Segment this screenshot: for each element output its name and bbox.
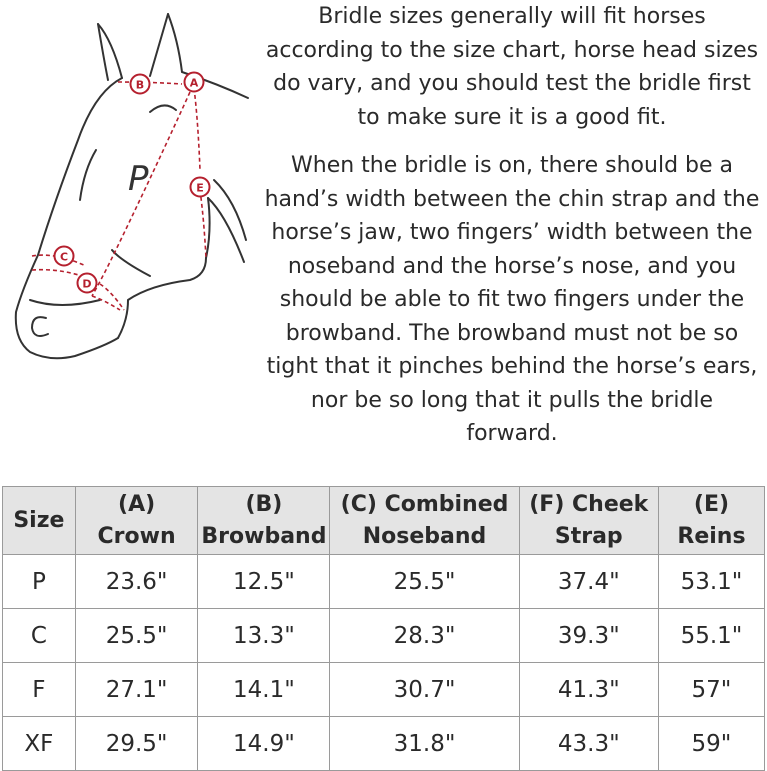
size-cell: P — [3, 555, 76, 609]
header-browband: (B) Browband — [198, 487, 330, 555]
table-cell: 31.8" — [330, 717, 519, 771]
table-cell: 25.5" — [330, 555, 519, 609]
table-row — [3, 555, 765, 609]
size-chart-table — [2, 486, 765, 771]
table-row — [3, 663, 765, 717]
table-cell: 25.5" — [75, 609, 198, 663]
marker-c — [55, 247, 74, 266]
table-cell: 12.5" — [198, 555, 330, 609]
marker-d — [78, 274, 97, 293]
svg-text:B: B — [135, 78, 145, 92]
table-cell: 37.4" — [519, 555, 658, 609]
svg-text:C: C — [59, 250, 69, 264]
svg-text:E: E — [196, 181, 204, 195]
svg-text:D: D — [82, 277, 92, 291]
table-cell: 23.6" — [75, 555, 198, 609]
svg-text:A: A — [189, 76, 199, 90]
table-cell: 30.7" — [330, 663, 519, 717]
table-row — [3, 609, 765, 663]
cheek-letter: P — [128, 159, 149, 199]
table-cell: 14.9" — [198, 717, 330, 771]
marker-a — [185, 73, 204, 92]
table-header-row — [3, 487, 765, 555]
table-cell: 14.1" — [198, 663, 330, 717]
table-row — [3, 717, 765, 771]
table-cell: 57" — [658, 663, 764, 717]
marker-e — [191, 178, 210, 197]
fit-paragraph-2: When the bridle is on, there should be a hand’s width between the chin strap and the horse’s jaw, two fingers’ width between the noseband and the horse’s nose, and you should be able to fit two fingers under the browband. The browband must not be so tight that it pinches behind the horse’s ears, nor be so long that it pulls the bridle forward. — [264, 153, 760, 446]
table-cell: 55.1" — [658, 609, 764, 663]
size-cell: C — [3, 609, 76, 663]
table-cell: 41.3" — [519, 663, 658, 717]
table-cell: 13.3" — [198, 609, 330, 663]
table-cell: 27.1" — [75, 663, 198, 717]
table-cell: 59" — [658, 717, 764, 771]
header-noseband: (C) Combined Noseband — [330, 487, 519, 555]
horse-head-diagram — [0, 0, 262, 372]
table-cell: 53.1" — [658, 555, 764, 609]
header-reins: (E) Reins — [658, 487, 764, 555]
header-size: Size — [3, 487, 76, 555]
table-cell: 28.3" — [330, 609, 519, 663]
size-cell: XF — [3, 717, 76, 771]
fit-paragraph-1: Bridle sizes generally will fit horses according to the size chart, horse head sizes do vary, and you should test the bridle first to make sure it is a good fit. — [265, 4, 759, 130]
table-cell: 29.5" — [75, 717, 198, 771]
header-cheek-strap: (F) Cheek Strap — [519, 487, 658, 555]
table-cell: 43.3" — [519, 717, 658, 771]
table-cell: 39.3" — [519, 609, 658, 663]
fit-description — [262, 0, 762, 451]
size-cell: F — [3, 663, 76, 717]
marker-b — [131, 75, 150, 94]
header-crown: (A) Crown — [75, 487, 198, 555]
